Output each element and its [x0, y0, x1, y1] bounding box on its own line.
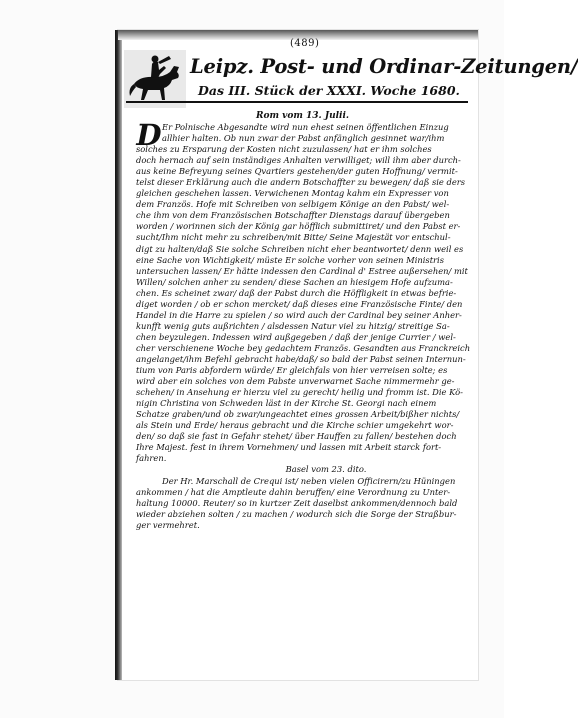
text-line: Handel in die Harre zu spielen / so wird auch der Cardinal bey seiner Anher-	[136, 309, 462, 320]
text-line: untersuchen lassen/ Er hätte indessen den Cardinal d' Estree außersehen/ mit	[136, 265, 468, 276]
page-edge-shadow	[115, 30, 122, 680]
article-basel	[136, 476, 476, 531]
text-line: digt zu halten/daß Sie solche Schreiben nicht eher beantwortet/ denn weil es	[136, 243, 464, 254]
text-line: Schatze graben/und ob zwar/ungeachtet eines grossen Arbeit/bißher nichts/	[136, 409, 460, 420]
masthead-title: Leipz. Post- und Ordinar-Zeitungen/	[190, 55, 578, 78]
text-line: ger vermehret.	[136, 519, 200, 530]
text-line: kunfft wenig guts außrichten / alsdessen Natur viel zu hitzig/ streitige Sa-	[136, 320, 450, 331]
text-line: als Stein und Erde/ heraus gebracht und die Kirche schier umgekehrt wor-	[136, 420, 454, 431]
text-line: tium von Paris abfordern würde/ Er gleichfals von hier verreisen solte; es	[136, 365, 448, 376]
article-rome	[136, 118, 476, 464]
dateline-basel: Basel vom 23. dito.	[285, 464, 367, 475]
text-line: schehen/ in Ansehung er hierzu viel zu gerecht/ heilig und fromm ist. Die Kö-	[136, 387, 463, 398]
text-line: doch hernach auf sein inständiges Anhalten verwilliget; will ihm aber durch-	[136, 155, 461, 166]
text-line: cher verschienene Woche bey gedachtem Französ. Gesandten aus Franckreich	[136, 342, 471, 353]
text-line: chen beyzulegen. Indessen wird außgegeben / daß der jenige Currier / wel-	[136, 331, 456, 342]
text-line: telst dieser Erklärung auch die andern Botschaffter zu bewegen/ daß sie ders	[136, 177, 466, 188]
text-line: wird aber ein solches von dem Pabste unverwarnet Sache nimmermehr ge-	[136, 376, 455, 387]
text-line: Ihre Majest. fest in ihrem Vornehmen/ und lassen mit Arbeit starck fort-	[136, 442, 442, 453]
text-line: Der Hr. Marschall de Crequi ist/ neben vielen Officirern/zu Hüningen	[162, 475, 456, 486]
text-line: den/ so daß sie fast in Gefahr stehet/ über Hauffen zu fallen/ bestehen doch	[136, 431, 457, 442]
text-line: chen. Es scheinet zwar/ daß der Pabst durch die Höffligkeit in etwas befrie-	[136, 287, 457, 298]
post-rider-icon	[124, 50, 186, 108]
dateline-rome: Rom vom 13. Julii.	[256, 111, 350, 121]
issue-line: Das III. Stück der XXXI. Woche 1680.	[198, 83, 460, 98]
text-line: haltung 10000. Reuter/ so in kurtzer Zeit daselbst ankommen/dennoch bald	[136, 497, 458, 508]
text-line: angelanget/ihm Befehl gebracht habe/daß/ so bald der Pabst seinen Internun-	[136, 353, 466, 364]
text-line: solches zu Ersparung der Kosten nicht zuzulassen/ hat er ihm solches	[136, 144, 432, 155]
text-line: dem Französ. Hofe mit Schreiben von selbigem Könige an den Pabst/ wel-	[136, 199, 450, 210]
text-line: Willen/ solchen anher zu senden/ diese Sachen an hiesigem Hofe aufzuma-	[136, 276, 453, 287]
text-line: worden / worinnen sich der König gar höfflich submittiret/ und den Pabst er-	[136, 221, 461, 232]
text-line: nigin Christina von Schweden läst in der Kirche St. Georgi nach einem	[136, 398, 437, 409]
article-body	[136, 118, 476, 531]
drop-cap: D	[136, 118, 162, 152]
text-line: Er Polnische Abgesandte wird nun ehest seinen öffentlichen Einzug	[162, 122, 449, 132]
header-rule	[178, 101, 468, 103]
text-line: che ihm von dem Französischen Botschaffter Dienstags darauf übergeben	[136, 210, 450, 221]
text-line: wieder abziehen solten / zu machen / wodurch sich die Sorge der Straßbur-	[136, 508, 457, 519]
page-number: (489)	[290, 38, 320, 49]
text-line: allhier halten. Ob nun zwar der Pabst anfänglich gesinnet war/ihm	[162, 133, 445, 144]
text-line: fahren.	[136, 453, 167, 464]
text-line: ankommen / hat die Amptleute dahin beruffen/ eine Verordnung zu Unter-	[136, 486, 451, 497]
text-line: eine Sache von Wichtigkeit/ müste Er solche vorher von seinen Ministris	[136, 254, 444, 265]
text-line: aus keine Befreyung seines Qvartiers gestehen/der guten Hoffnung/ vermit-	[136, 166, 458, 177]
text-line: gleichen geschehen lassen. Verwichenen Montag kahm ein Expresser von	[136, 188, 449, 199]
text-line: sucht/Ihm nicht mehr zu schreiben/mit Bitte/ Seine Majestät vor entschul-	[136, 232, 451, 243]
text-line: diget worden / ob er schon mercket/ daß dieses eine Französische Finte/ den	[136, 298, 463, 309]
